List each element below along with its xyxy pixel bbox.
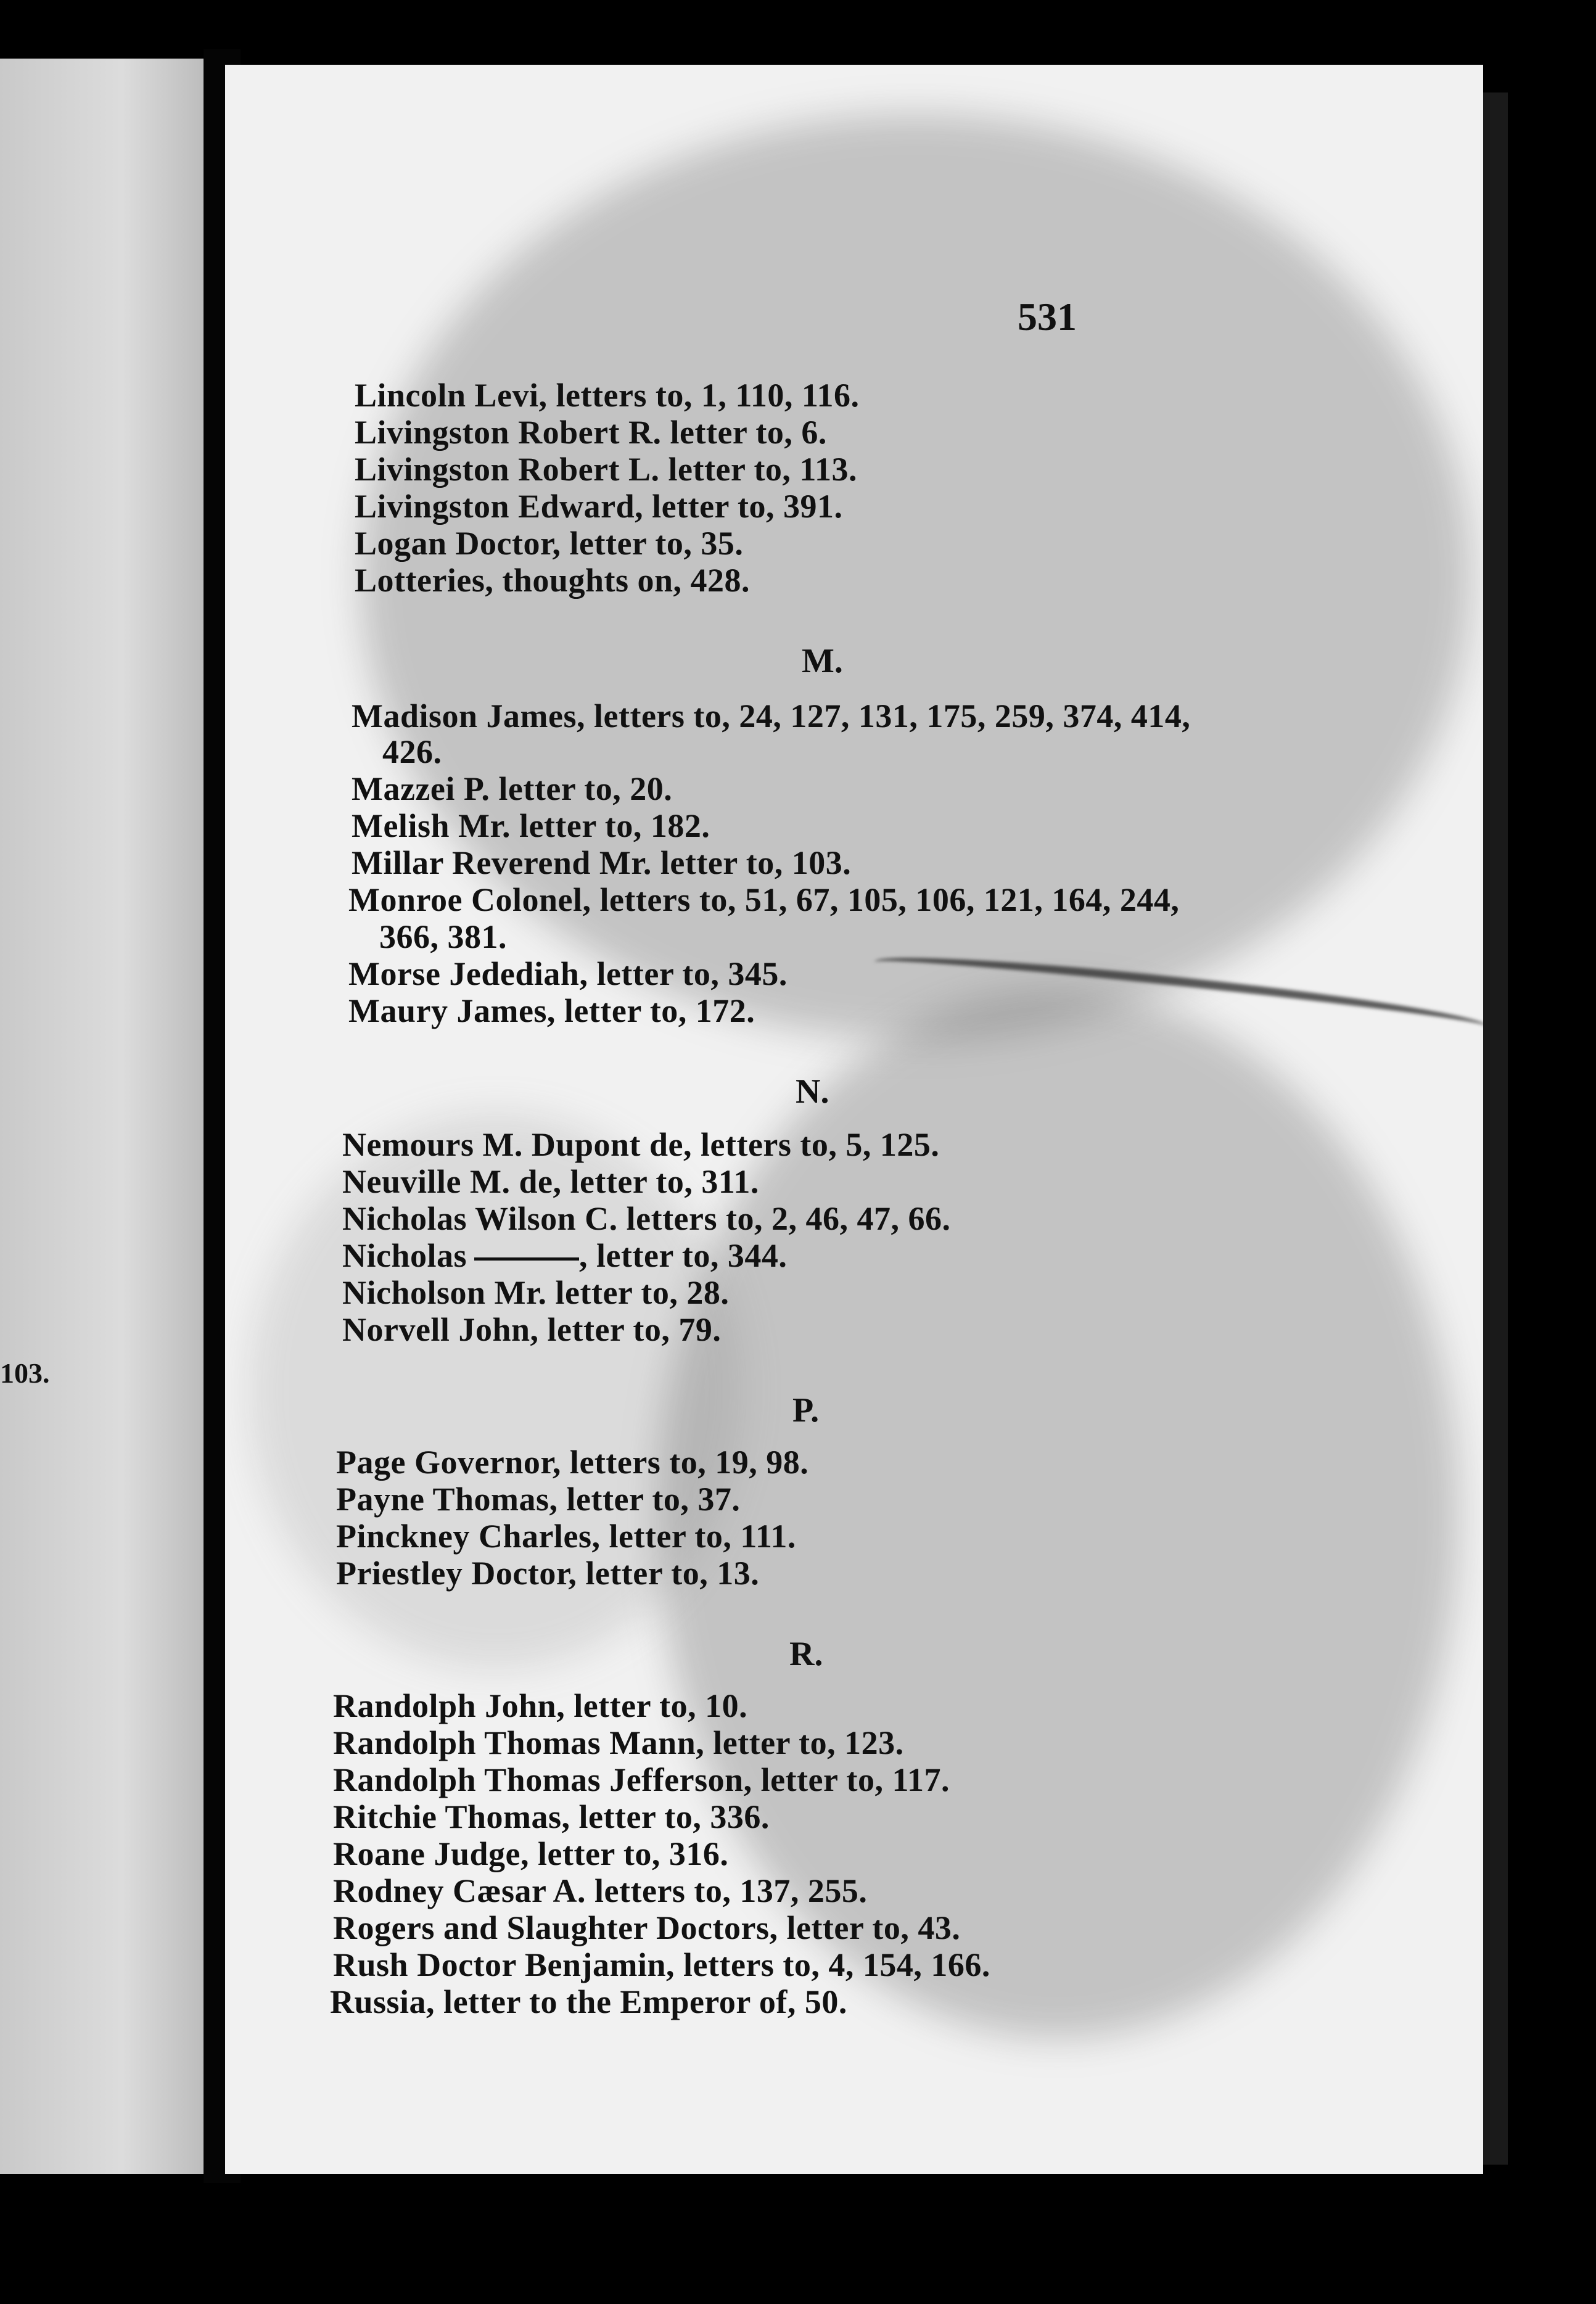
index-entry: Livingston Robert R. letter to, 6.: [355, 414, 827, 451]
index-entry-text: , letter to, 344.: [579, 1237, 788, 1274]
index-entry: Rodney Cæsar A. letters to, 137, 255.: [333, 1872, 868, 1909]
section-heading-m: M.: [802, 642, 843, 680]
index-entry: Madison James, letters to, 24, 127, 131, 175, 259, 374, 414,: [352, 697, 1191, 734]
index-entry-name: Nicholas: [342, 1237, 467, 1274]
index-entry: Maury James, letter to, 172.: [348, 992, 755, 1029]
section-heading-p: P.: [792, 1391, 820, 1430]
index-entry: Randolph Thomas Jefferson, letter to, 117.: [333, 1761, 950, 1798]
index-entry: Randolph John, letter to, 10.: [333, 1687, 748, 1724]
left-page-number-fragment: 103.: [0, 1357, 50, 1389]
section-heading-r: R.: [789, 1635, 823, 1673]
index-entry: Morse Jedediah, letter to, 345.: [348, 955, 788, 992]
section-heading-n: N.: [796, 1072, 829, 1111]
page-edge-shadow: [1483, 93, 1508, 2165]
index-entry: [342, 1236, 787, 1275]
index-entry: Neuville M. de, letter to, 311.: [342, 1163, 759, 1200]
index-entry: Randolph Thomas Mann, letter to, 123.: [333, 1724, 904, 1761]
index-entry: Priestley Doctor, letter to, 13.: [336, 1555, 760, 1592]
index-entry-continuation: 426.: [382, 733, 442, 770]
index-entry: Logan Doctor, letter to, 35.: [355, 525, 744, 562]
index-entry: Page Governor, letters to, 19, 98.: [336, 1444, 809, 1481]
index-entry: Nicholson Mr. letter to, 28.: [342, 1274, 730, 1311]
index-entries: [225, 65, 1483, 2174]
index-entry: Monroe Colonel, letters to, 51, 67, 105, 106, 121, 164, 244,: [348, 881, 1180, 918]
index-entry-continuation: 366, 381.: [379, 918, 507, 955]
page-number: 531: [1018, 295, 1077, 339]
index-entry: Roane Judge, letter to, 316.: [333, 1835, 729, 1872]
index-entry: Russia, letter to the Emperor of, 50.: [330, 1983, 847, 2020]
index-entry: Livingston Edward, letter to, 391.: [355, 488, 843, 525]
index-entry: Pinckney Charles, letter to, 111.: [336, 1518, 796, 1555]
index-entry: Millar Reverend Mr. letter to, 103.: [352, 844, 852, 881]
index-entry: Livingston Robert L. letter to, 113.: [355, 451, 857, 488]
left-page-fragment: [0, 59, 204, 2174]
blank-name-dash: [474, 1257, 579, 1261]
index-entry: Nicholas Wilson C. letters to, 2, 46, 47, 66.: [342, 1200, 951, 1237]
index-entry: Lotteries, thoughts on, 428.: [355, 562, 751, 599]
index-entry: Melish Mr. letter to, 182.: [352, 807, 710, 844]
index-entry: Rogers and Slaughter Doctors, letter to, 43.: [333, 1909, 961, 1946]
index-entry: Mazzei P. letter to, 20.: [352, 770, 673, 807]
index-entry: Ritchie Thomas, letter to, 336.: [333, 1798, 770, 1835]
index-entry: Payne Thomas, letter to, 37.: [336, 1481, 741, 1518]
index-entry: Norvell John, letter to, 79.: [342, 1311, 722, 1348]
index-entry: Lincoln Levi, letters to, 1, 110, 116.: [355, 377, 860, 414]
index-entry: Nemours M. Dupont de, letters to, 5, 125.: [342, 1126, 940, 1163]
index-page: [225, 65, 1483, 2174]
index-entry: Rush Doctor Benjamin, letters to, 4, 154, 166.: [333, 1946, 990, 1983]
